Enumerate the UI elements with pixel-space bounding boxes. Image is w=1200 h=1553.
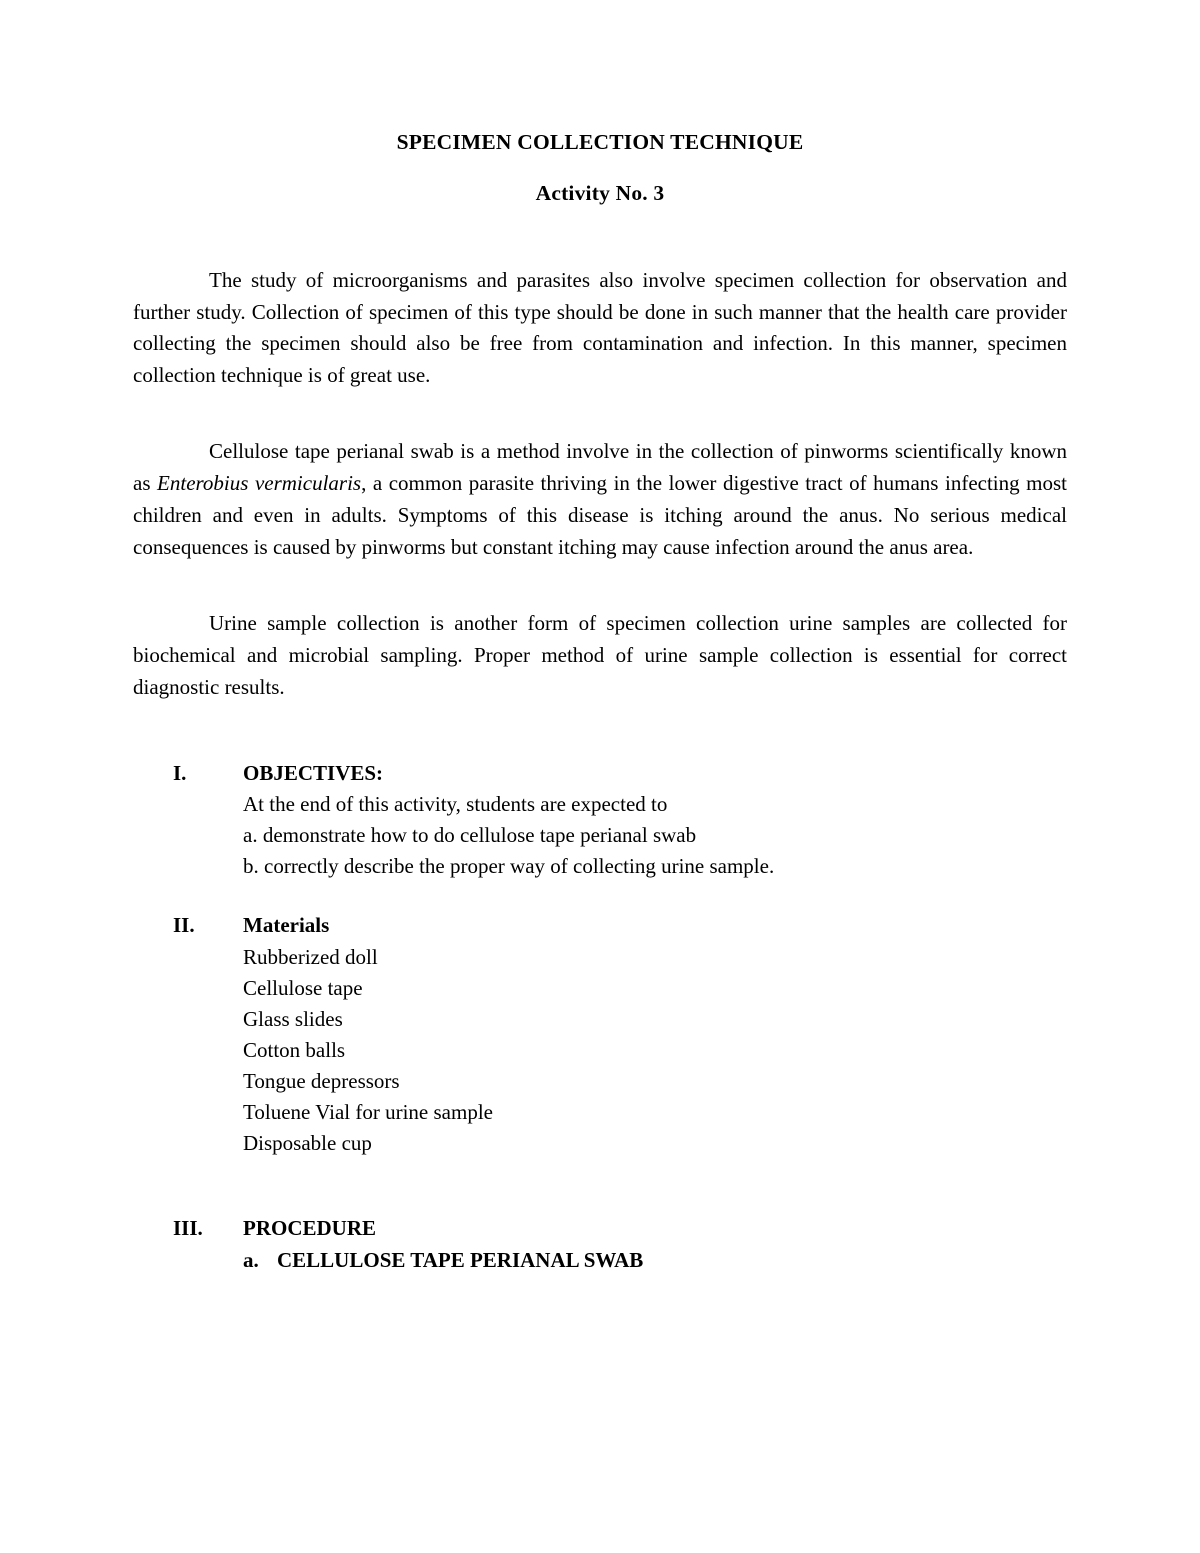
pinworm-paragraph-part2: , a common parasite thriving in the lower digestive tract of humans infecting most children and even in adults. Symptoms of this disease is itching around the anus. No serious medical consequences is caused by pinworms but constant itching may cause infection around the anus area. (133, 471, 1067, 559)
list-item: Toluene Vial for urine sample (243, 1100, 493, 1125)
section-procedure (173, 1213, 1067, 1276)
section-materials (173, 910, 1067, 1159)
section-materials-heading (173, 910, 1067, 942)
section-procedure-heading (173, 1213, 1067, 1245)
list-item: a. demonstrate how to do cellulose tape perianal swab (243, 823, 697, 848)
section-numeral: III. (173, 1216, 203, 1241)
spacer (133, 1159, 1067, 1213)
list-item: At the end of this activity, students are expected to (243, 792, 668, 817)
spacer (133, 564, 1067, 608)
urine-paragraph: Urine sample collection is another form of specimen collection urine samples are collected for biochemical and microbial sampling. Proper method of urine sample collection is essential for correct diagnostic results. (133, 610, 1067, 699)
procedure-item-a (243, 1245, 1067, 1277)
section-objectives-heading (173, 758, 1067, 790)
section-objectives (173, 758, 1067, 883)
spacer (133, 392, 1067, 436)
procedure-item-marker: a. (243, 1247, 259, 1272)
spacer (133, 704, 1067, 758)
pinworm-paragraph-part1: Cellulose tape perianal swab is a method involve in the collection of pinworms scientifically known as (133, 439, 1067, 496)
procedure-item-label: CELLULOSE TAPE PERIANAL SWAB (277, 1247, 644, 1272)
list-item: b. correctly describe the proper way of collecting urine sample. (243, 854, 775, 879)
spacer (133, 882, 1067, 910)
section-objectives-body (243, 789, 1067, 882)
list-item: Glass slides (243, 1006, 343, 1031)
section-numeral: II. (173, 913, 195, 938)
page-subtitle: Activity No. 3 (535, 181, 665, 206)
section-title: PROCEDURE (243, 1216, 377, 1241)
intro-paragraph: The study of microorganisms and parasites also involve specimen collection for observation and further study. Collection of specimen of this type should be done in such manner that the health care provider collecting the specimen should also be free from contamination and infection. In this manner, specimen collection technique is of great use. (133, 267, 1067, 388)
section-numeral: I. (173, 760, 187, 785)
list-item: Disposable cup (243, 1131, 372, 1156)
list-item: Cotton balls (243, 1038, 346, 1063)
list-item: Tongue depressors (243, 1069, 400, 1094)
section-materials-body (243, 942, 1067, 1160)
spacer (133, 211, 1067, 265)
list-item: Rubberized doll (243, 944, 378, 969)
pinworm-paragraph (133, 436, 1067, 564)
section-title: OBJECTIVES: (243, 760, 384, 785)
section-title: Materials (243, 913, 330, 938)
page-title: SPECIMEN COLLECTION TECHNIQUE (396, 130, 804, 154)
list-item: Cellulose tape (243, 975, 363, 1000)
species-name: Enterobius vermicularis (157, 471, 362, 496)
